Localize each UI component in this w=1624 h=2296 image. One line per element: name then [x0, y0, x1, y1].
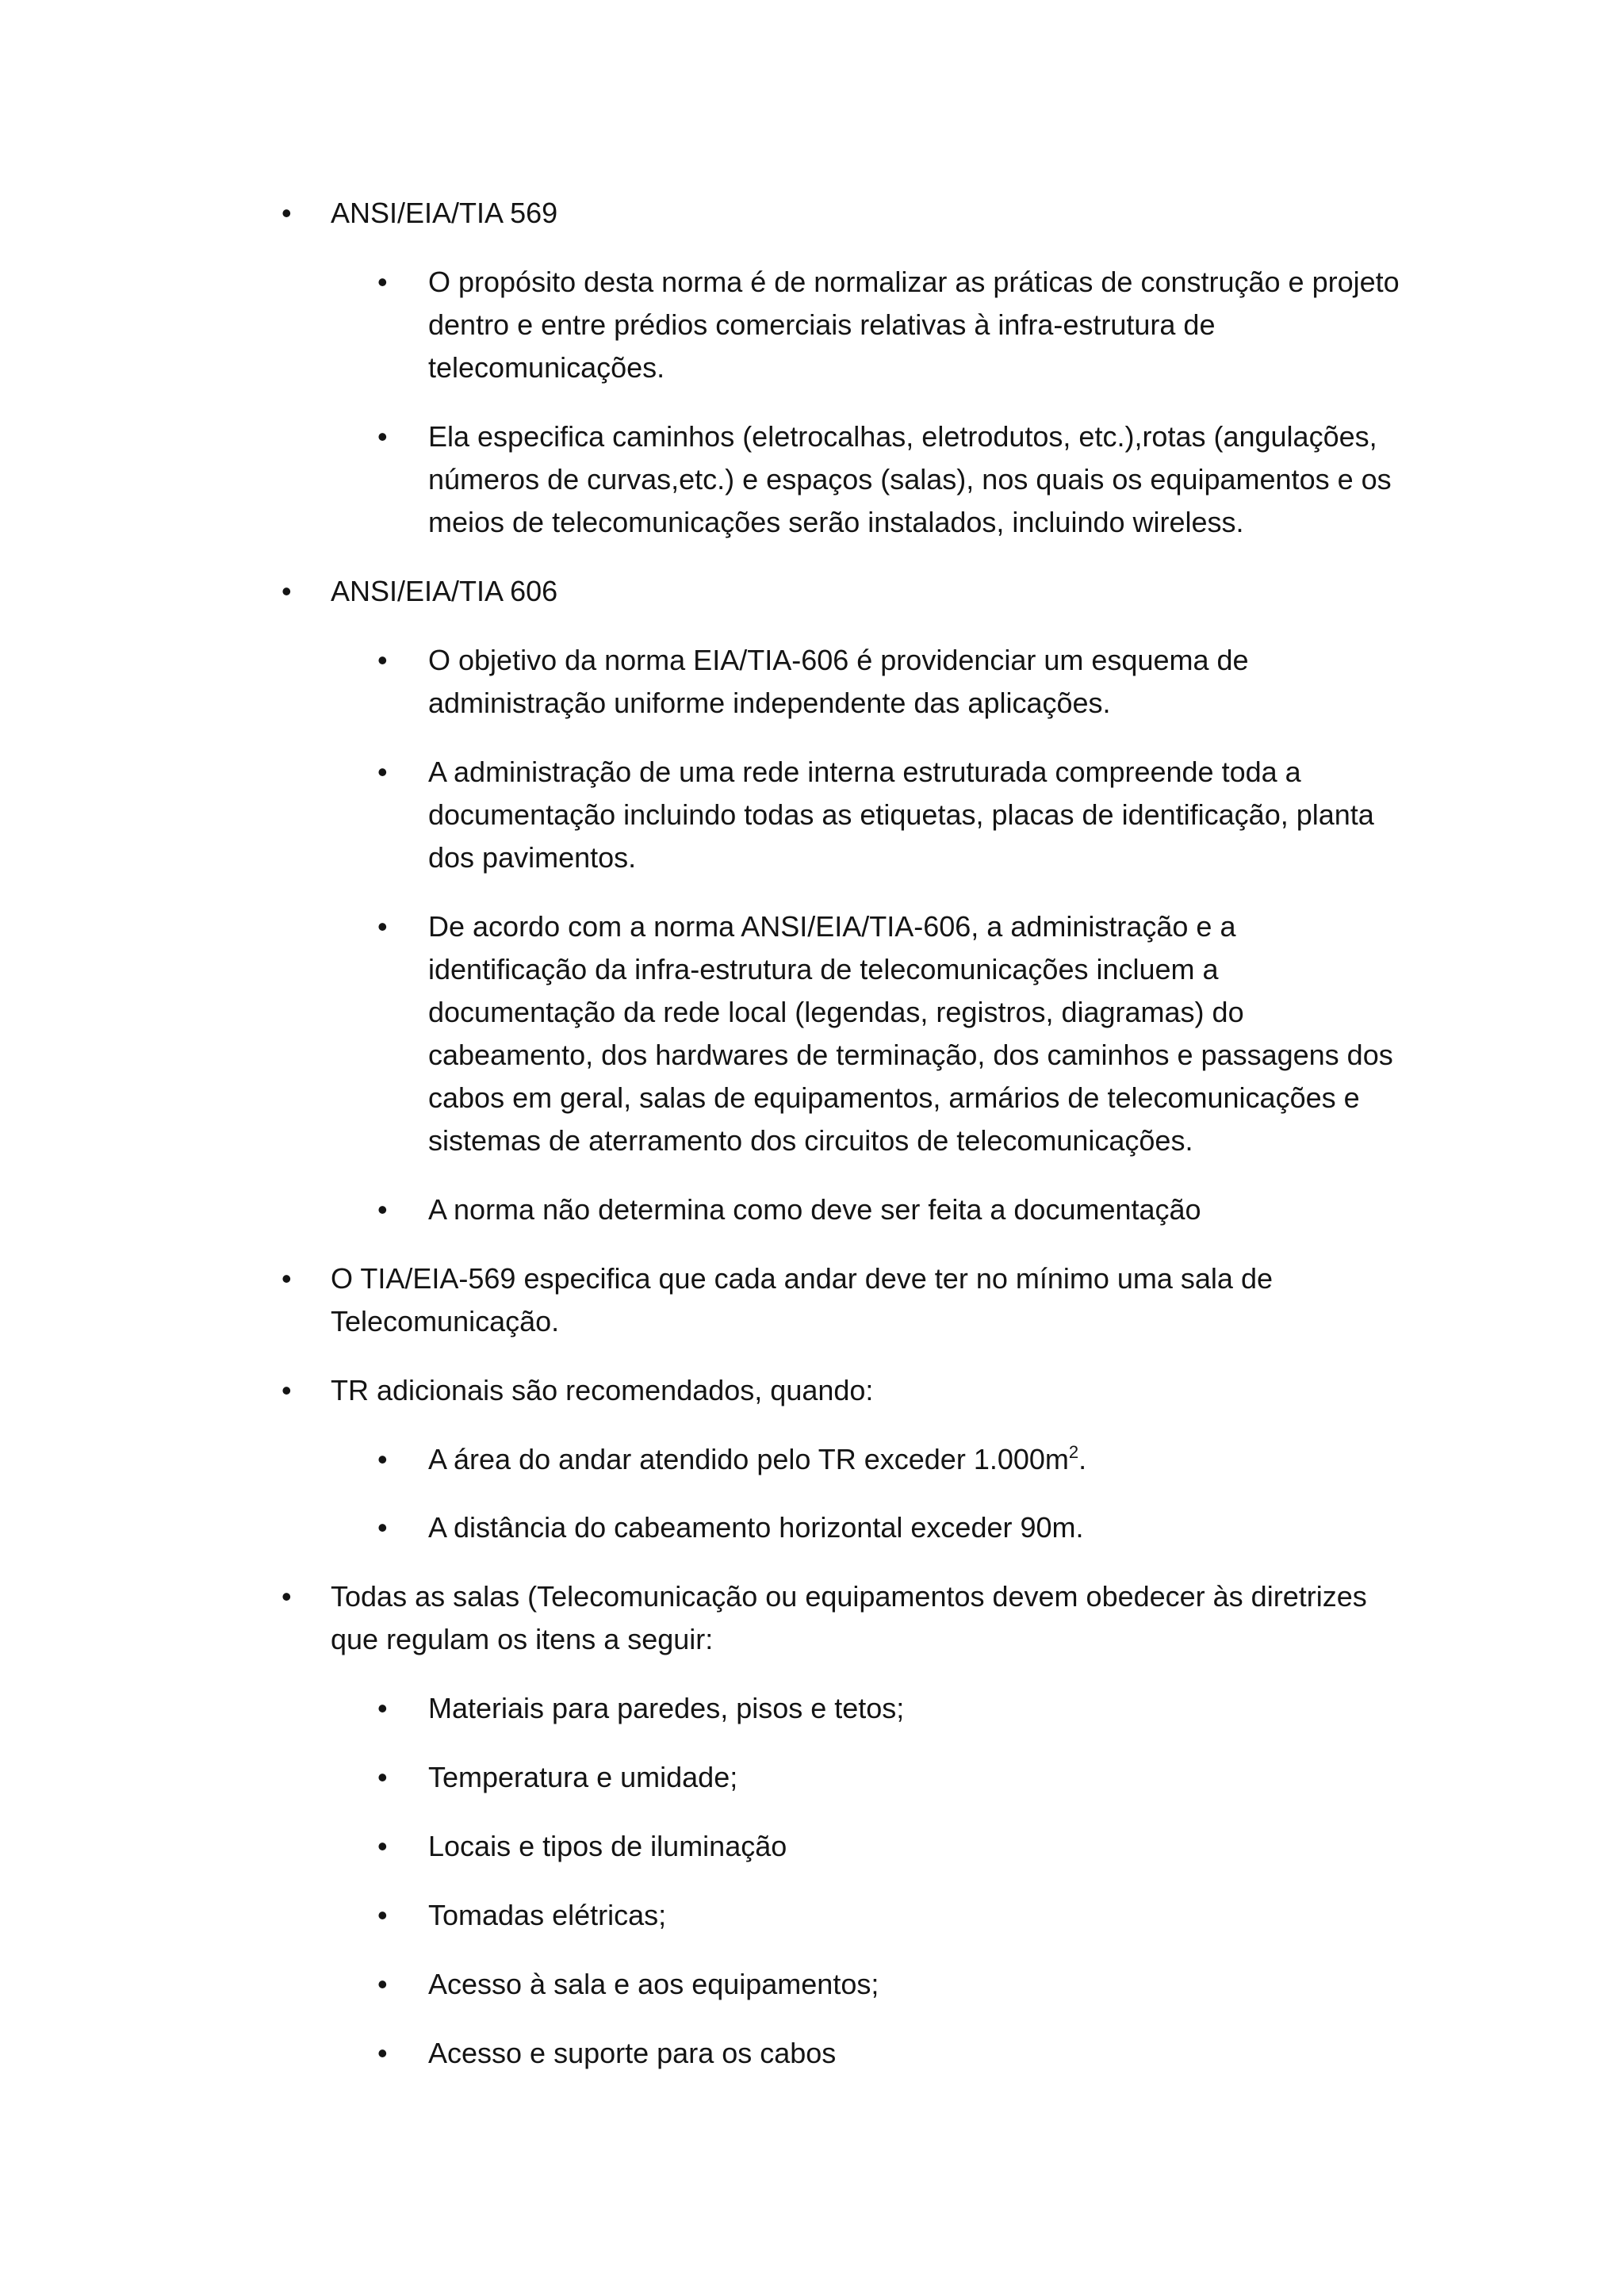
list-item — [282, 570, 1393, 613]
list-item-text: TR adicionais são recomendados, quando: — [331, 1374, 874, 1406]
list-item-text: O TIA/EIA-569 especifica que cada andar deve ter no mínimo uma sala de Telecomunicação. — [331, 1262, 1273, 1337]
list-item — [377, 1963, 1400, 2006]
list-item — [377, 1825, 1400, 1868]
bullet-icon: • — [377, 1968, 388, 2000]
list-item-text: Temperatura e umidade; — [428, 1761, 738, 1793]
bullet-icon: • — [377, 1443, 388, 1475]
bullet-icon: • — [377, 1899, 388, 1931]
superscript: 2 — [1068, 1442, 1079, 1462]
list-item — [377, 1188, 1400, 1231]
list-item — [377, 1687, 1400, 1730]
list-item-text: Acesso à sala e aos equipamentos; — [428, 1968, 879, 2000]
list-item — [282, 1257, 1393, 1343]
bullet-icon: • — [282, 1262, 292, 1295]
list-item-text: De acordo com a norma ANSI/EIA/TIA-606, a administração e a identificação da infra-estrutura de telecomunicações incluem a documentação da rede local (legendas, registros, diagramas) do cabeamento, dos hardwares de terminação, dos caminhos e passagens dos cabos em geral, salas de equipamentos, armários de telecomunicações e sistemas de aterramento dos circuitos de telecomunicações. — [428, 910, 1393, 1157]
list-item — [377, 639, 1400, 725]
list-item-text: A norma não determina como deve ser feita a documentação — [428, 1193, 1201, 1226]
bullet-icon: • — [377, 1692, 388, 1724]
area-text: A área do andar atendido pelo TR exceder 1.000m — [428, 1443, 1069, 1475]
list-item-text: O propósito desta norma é de normalizar as práticas de construção e projeto dentro e entre prédios comerciais relativas à infra-estrutura de telecomunicações. — [428, 266, 1400, 384]
list-item-text: A distância do cabeamento horizontal exceder 90m. — [428, 1511, 1084, 1544]
list-item-text — [428, 1438, 1400, 1481]
list-item — [377, 1894, 1400, 1937]
bullet-icon: • — [377, 266, 388, 298]
bullet-icon: • — [377, 1830, 388, 1862]
list-item — [282, 1369, 1393, 1412]
list-item-text: Tomadas elétricas; — [428, 1899, 667, 1931]
bullet-icon: • — [282, 1580, 292, 1613]
bullet-icon: • — [377, 420, 388, 453]
list-item — [377, 261, 1400, 389]
list-item-text: ANSI/EIA/TIA 606 — [331, 575, 558, 607]
list-item — [377, 1756, 1400, 1799]
list-item — [282, 192, 1393, 235]
bullet-icon: • — [377, 1761, 388, 1793]
list-item — [377, 751, 1400, 879]
list-item-text: A administração de uma rede interna estruturada compreende toda a documentação incluindo todas as etiquetas, placas de identificação, planta dos pavimentos. — [428, 756, 1374, 874]
list-item-text: Acesso e suporte para os cabos — [428, 2037, 837, 2069]
bullet-icon: • — [377, 2037, 388, 2069]
list-item — [377, 1506, 1400, 1549]
list-item — [282, 1575, 1393, 1661]
list-item-text: Materiais para paredes, pisos e tetos; — [428, 1692, 905, 1724]
bullet-icon: • — [377, 910, 388, 943]
list-item-text: ANSI/EIA/TIA 569 — [331, 197, 558, 229]
bullet-icon: • — [282, 197, 292, 229]
list-item-text: Ela especifica caminhos (eletrocalhas, eletrodutos, etc.),rotas (angulações, números de curvas,etc.) e espaços (salas), nos quais os equipamentos e os meios de telecomunicações serão instalados, incluindo wireless. — [428, 420, 1392, 538]
bullet-icon: • — [282, 575, 292, 607]
list-item-text: Locais e tipos de iluminação — [428, 1830, 787, 1862]
list-item — [377, 2032, 1400, 2075]
list-item — [377, 1438, 1400, 1481]
bullet-icon: • — [282, 1374, 292, 1406]
bullet-icon: • — [377, 1511, 388, 1544]
list-item-text: O objetivo da norma EIA/TIA-606 é providenciar um esquema de administração uniforme independente das aplicações. — [428, 644, 1249, 719]
list-item — [377, 905, 1400, 1162]
list-item — [377, 415, 1400, 544]
area-text-end: . — [1078, 1443, 1087, 1475]
list-item-text: Todas as salas (Telecomunicação ou equipamentos devem obedecer às diretrizes que regulam os itens a seguir: — [331, 1580, 1367, 1655]
bullet-icon: • — [377, 644, 388, 676]
bullet-icon: • — [377, 1193, 388, 1226]
bullet-icon: • — [377, 756, 388, 788]
